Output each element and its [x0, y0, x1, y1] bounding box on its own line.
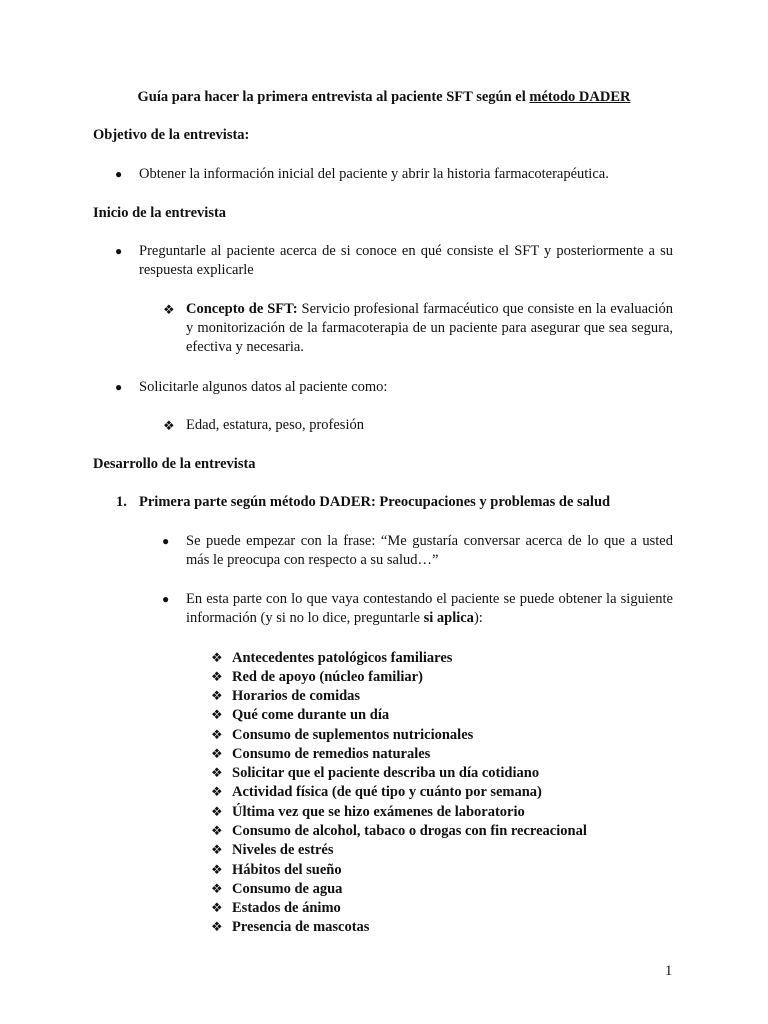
diamond-bullet-icon: ❖: [211, 650, 223, 665]
diamond-bullet-icon: ❖: [211, 765, 223, 780]
info-list-item: ❖ Última vez que se hizo exámenes de laboratorio: [211, 804, 525, 820]
diamond-bullet-icon: ❖: [211, 900, 223, 915]
diamond-bullet-icon: ❖: [211, 688, 223, 703]
datos-item: Edad, estatura, peso, profesión: [186, 417, 364, 433]
diamond-bullet-icon: ❖: [211, 707, 223, 722]
diamond-bullet-icon: ❖: [163, 418, 175, 433]
diamond-bullet-icon: ❖: [211, 862, 223, 877]
info-list-item: ❖ Estados de ánimo: [211, 900, 341, 916]
diamond-bullet-icon: ❖: [211, 881, 223, 896]
inicio-item-2: Solicitarle algunos datos al paciente como:: [139, 379, 388, 395]
page-number: 1: [665, 963, 673, 979]
objetivo-item: Obtener la información inicial del paciente y abrir la historia farmacoterapéutica.: [139, 166, 609, 182]
diamond-bullet-icon: ❖: [211, 727, 223, 742]
info-list-item: ❖ Consumo de suplementos nutricionales: [211, 727, 474, 743]
diamond-bullet-icon: ❖: [211, 669, 223, 684]
part1-item-2: En esta parte con lo que vaya contestando el paciente se puede obtener la siguiente información (y si no lo dice, preguntarle si aplica):: [186, 591, 673, 626]
info-list-item: ❖ Red de apoyo (núcleo familiar): [211, 669, 423, 685]
diamond-bullet-icon: ❖: [211, 746, 223, 761]
bullet-icon: ●: [115, 167, 123, 181]
info-list-item: ❖ Actividad física (de qué tipo y cuánto por semana): [211, 784, 542, 800]
bullet-icon: ●: [115, 380, 123, 394]
part1-title: Primera parte según método DADER: Preocupaciones y problemas de salud: [139, 494, 611, 510]
part1-item-1: Se puede empezar con la frase: “Me gustaría conversar acerca de lo que a usted más le preocupa con respecto a su salud…”: [186, 533, 673, 568]
diamond-bullet-icon: ❖: [211, 842, 223, 857]
bullet-icon: ●: [162, 534, 170, 548]
info-list-item: ❖ Presencia de mascotas: [211, 919, 370, 935]
inicio-item-1: Preguntarle al paciente acerca de si conoce en qué consiste el SFT y posteriormente a su respuesta explicarle: [139, 243, 673, 278]
objetivo-heading: Objetivo de la entrevista:: [93, 127, 250, 143]
title-method-name: método DADER: [529, 89, 631, 105]
info-list-item: ❖ Hábitos del sueño: [211, 862, 342, 878]
diamond-bullet-icon: ❖: [211, 804, 223, 819]
info-list-item: ❖ Solicitar que el paciente describa un día cotidiano: [211, 765, 540, 781]
part1-number: 1.: [116, 494, 127, 510]
inicio-heading: Inicio de la entrevista: [93, 205, 227, 221]
diamond-bullet-icon: ❖: [211, 784, 223, 799]
info-list-item: ❖ Horarios de comidas: [211, 688, 361, 704]
concepto-sft: Concepto de SFT: Servicio profesional farmacéutico que consiste en la evaluación y monitorización de la farmacoterapia de un paciente para asegurar que sea segura, efectiva y necesaria.: [186, 301, 673, 355]
bullet-icon: ●: [162, 592, 170, 606]
bullet-icon: ●: [115, 244, 123, 258]
document-title: Guía para hacer la primera entrevista al paciente SFT según el método DADER: [137, 89, 631, 105]
info-list-item: ❖ Consumo de agua: [211, 881, 343, 897]
concepto-label: Concepto de SFT:: [186, 301, 298, 317]
desarrollo-heading: Desarrollo de la entrevista: [93, 456, 256, 472]
info-list-item: ❖ Consumo de alcohol, tabaco o drogas con fin recreacional: [211, 823, 587, 839]
diamond-bullet-icon: ❖: [163, 302, 175, 317]
info-list-item: ❖ Consumo de remedios naturales: [211, 746, 431, 762]
info-list-item: ❖ Qué come durante un día: [211, 707, 390, 723]
diamond-bullet-icon: ❖: [211, 919, 223, 934]
info-list-item: ❖ Niveles de estrés: [211, 842, 334, 858]
info-list-item: ❖ Antecedentes patológicos familiares: [211, 650, 453, 666]
diamond-bullet-icon: ❖: [211, 823, 223, 838]
